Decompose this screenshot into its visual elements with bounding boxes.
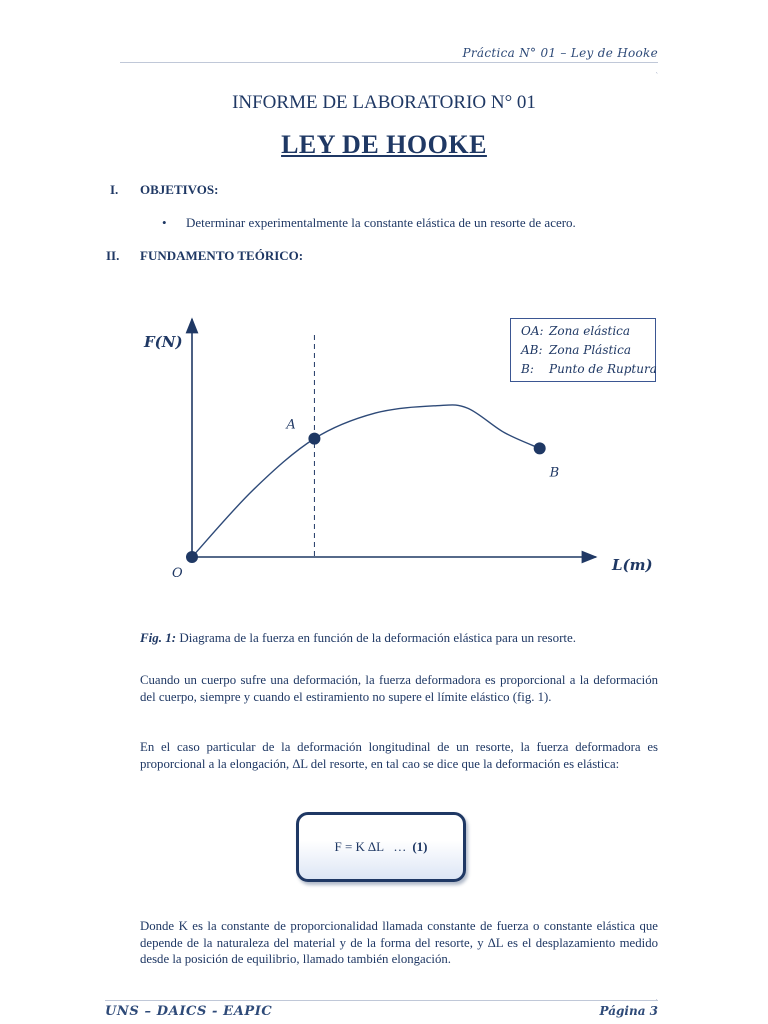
legend-key: B: xyxy=(521,362,534,376)
footer-institution: UNS – DAICS - EAPIC xyxy=(105,1004,273,1019)
legend-key: OA: xyxy=(521,324,544,338)
formula-number: (1) xyxy=(412,839,428,854)
point-a xyxy=(308,433,320,445)
section-number-2: II. xyxy=(106,248,120,263)
bullet-marker: • xyxy=(162,215,167,230)
point-o xyxy=(186,551,198,563)
y-axis-label: F(N) xyxy=(144,333,183,351)
paragraph-1: Cuando un cuerpo sufre una deformación, la fuerza deformadora es proporcional a la deformación del cuerpo, siempre y cuando el estiramiento no supere el límite elástico (fig. 1). xyxy=(140,673,658,704)
main-title: LEY DE HOOKE xyxy=(281,130,487,159)
running-header: Práctica N° 01 – Ley de Hooke xyxy=(462,46,658,60)
paragraph-2: En el caso particular de la deformación longitudinal de un resorte, la fuerza deformadora es proporcional a la elongación, ∆L del resorte, en tal cao se dice que la deformación es elástica: xyxy=(140,740,658,771)
objective-text: Determinar experimentalmente la constante elástica de un resorte de acero. xyxy=(186,215,576,230)
footer-tick: ˏ xyxy=(655,993,658,1001)
paragraph-3: Donde K es la constante de proporcionalidad llamada constante de fuerza o constante elástica que depende de la naturaleza del material y de la forma del resorte, y ∆L es el desplazamiento medido desde la posición de equilibrio, llamado también elongación. xyxy=(140,919,658,966)
report-title: INFORME DE LABORATORIO N° 01 xyxy=(232,92,536,113)
legend-item-rupture xyxy=(521,360,655,379)
section-number-1: I. xyxy=(110,182,119,197)
x-axis-label: L(m) xyxy=(612,556,653,574)
point-b xyxy=(534,442,546,454)
formula-expression: F = K ∆L … xyxy=(334,839,407,854)
figure-caption xyxy=(140,630,576,646)
force-curve xyxy=(192,405,540,557)
legend-text: Punto de Ruptura xyxy=(549,362,657,376)
footer-rule xyxy=(105,1000,658,1001)
page-number: Página 3 xyxy=(599,1004,658,1018)
figure-caption-text: Diagrama de la fuerza en función de la deformación elástica para un resorte. xyxy=(176,630,577,645)
section-title-fundamento: FUNDAMENTO TEÓRICO: xyxy=(140,248,304,263)
chart-legend xyxy=(510,318,656,382)
formula-box xyxy=(296,812,466,882)
header-rule xyxy=(120,62,658,63)
legend-text: Zona Plástica xyxy=(549,343,632,357)
legend-text: Zona elástica xyxy=(549,324,631,338)
legend-key: AB: xyxy=(521,343,543,357)
legend-item-elastic xyxy=(521,322,655,341)
header-tick: ˏ xyxy=(655,66,658,74)
figure-label: Fig. 1: xyxy=(140,630,177,645)
point-label-b: B xyxy=(549,465,560,481)
legend-item-plastic xyxy=(521,341,655,360)
section-title-objetivos: OBJETIVOS: xyxy=(140,182,219,197)
point-label-o: O xyxy=(172,566,183,581)
point-label-a: A xyxy=(286,417,296,433)
